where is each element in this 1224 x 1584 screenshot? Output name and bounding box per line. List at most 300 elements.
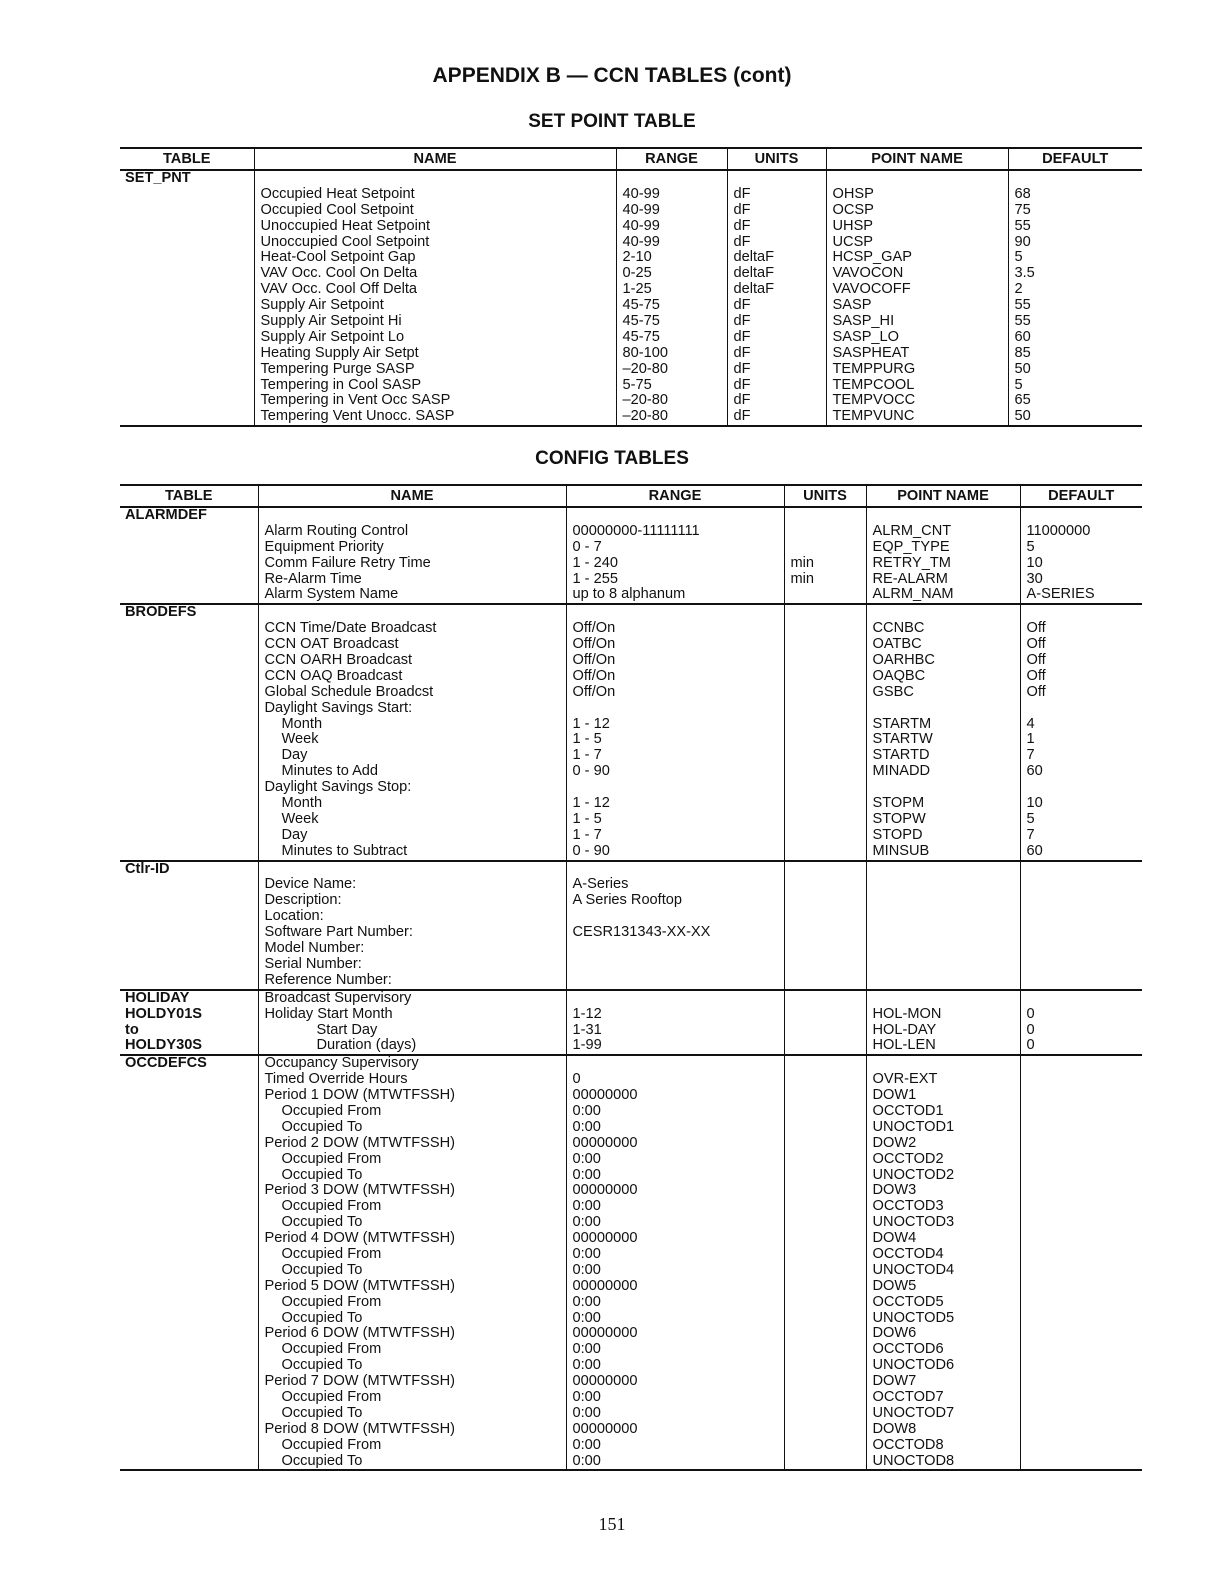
- default-value: [1027, 893, 1143, 909]
- default-value: [1027, 701, 1143, 717]
- units-value: [791, 732, 866, 748]
- default-value: Off: [1026, 667, 1046, 684]
- default-value: [1027, 1326, 1143, 1342]
- default-value: [1027, 1231, 1143, 1247]
- units-value: [791, 1438, 866, 1454]
- point-name-cell: [866, 861, 1020, 990]
- range-value: 1 - 7: [572, 747, 602, 764]
- range-value: 00000000: [572, 1325, 638, 1342]
- table-name: SET_PNT: [125, 170, 191, 186]
- point-label: Period 6 DOW (MTWTFSSH): [264, 1325, 456, 1342]
- table-name-cell: [120, 990, 258, 1056]
- point-value: MINSUB: [872, 842, 930, 859]
- units-value: [791, 587, 866, 603]
- table-group: [120, 170, 1142, 426]
- range-value: 1-31: [572, 1021, 602, 1038]
- point-name-cell: [866, 507, 1020, 604]
- default-value: [1027, 1422, 1143, 1438]
- point-label: Occupied To: [281, 1309, 363, 1326]
- table-name: BRODEFS: [125, 604, 197, 621]
- point-label: Occupied From: [281, 1388, 382, 1405]
- spacer-line: [1027, 605, 1143, 621]
- default-value: [1027, 1438, 1143, 1454]
- default-value: [1027, 1374, 1143, 1390]
- range-value: 1 - 255: [572, 570, 618, 587]
- point-label: CCN Time/Date Broadcast: [264, 620, 437, 637]
- default-value: [1027, 1215, 1143, 1231]
- range-value: [573, 780, 784, 796]
- default-value: [1027, 973, 1143, 989]
- name-cell: [254, 170, 616, 426]
- range-value: A Series Rooftop: [572, 892, 683, 909]
- point-label: Occupied Heat Setpoint: [260, 185, 415, 202]
- point-label: CCN OAQ Broadcast: [264, 667, 403, 684]
- units-value: [791, 1247, 866, 1263]
- units-value: [791, 1326, 866, 1342]
- point-label: Occupied From: [281, 1293, 382, 1310]
- default-value: 5: [1026, 538, 1035, 555]
- point-value: [873, 925, 1020, 941]
- range-value: 00000000: [572, 1277, 638, 1294]
- default-value: 55: [1014, 297, 1031, 314]
- range-value: Off/On: [572, 667, 616, 684]
- point-value: RE-ALARM: [872, 570, 948, 587]
- default-value: 3.5: [1014, 265, 1035, 282]
- units-value: [791, 925, 866, 941]
- range-value: 0:00: [572, 1309, 601, 1326]
- point-value: DOW4: [872, 1230, 917, 1247]
- point-label: Occupied From: [281, 1150, 382, 1167]
- point-value: SASPHEAT: [832, 344, 910, 361]
- range-value: 0:00: [572, 1341, 601, 1358]
- point-value: [873, 701, 1020, 717]
- units-value: [791, 828, 866, 844]
- table-name: HOLDY30S: [125, 1037, 203, 1054]
- spacer-line: [573, 862, 784, 878]
- point-label: Day: [281, 747, 308, 764]
- point-value: VAVOCON: [832, 265, 904, 282]
- default-value: 5: [1014, 249, 1023, 266]
- range-value: 0 - 90: [572, 763, 610, 780]
- config-table: [120, 484, 1142, 1471]
- point-label: Daylight Savings Start:: [264, 699, 413, 716]
- range-value: [573, 909, 784, 925]
- spacer-line: [265, 508, 566, 524]
- range-value: Off/On: [572, 636, 616, 653]
- range-value: 1 - 12: [572, 795, 610, 812]
- point-value: UNOCTOD1: [872, 1118, 955, 1135]
- spacer-line: [265, 605, 566, 621]
- config-col-table: TABLE: [120, 485, 258, 507]
- units-value: dF: [733, 408, 751, 425]
- range-value: –20-80: [622, 360, 668, 377]
- point-value: EQP_TYPE: [872, 538, 950, 555]
- point-label: Holiday Start Month: [264, 1005, 393, 1022]
- spacer-line: [873, 862, 1020, 878]
- units-value: [791, 1279, 866, 1295]
- range-value: [573, 1056, 784, 1072]
- units-value: [791, 796, 866, 812]
- point-label: Broadcast Supervisory: [264, 989, 412, 1006]
- spacer-line: [265, 862, 566, 878]
- point-label: Occupied To: [281, 1166, 363, 1183]
- default-value: [1027, 1390, 1143, 1406]
- point-label: Re-Alarm Time: [264, 570, 362, 587]
- point-value: [873, 957, 1020, 973]
- point-label: Occupied To: [281, 1404, 363, 1421]
- point-label: Start Day: [316, 1021, 378, 1038]
- default-value: Off: [1026, 683, 1046, 700]
- point-label: Device Name:: [264, 876, 357, 893]
- range-cell: [566, 861, 784, 990]
- units-value: dF: [733, 376, 751, 393]
- table-name-cell: [120, 507, 258, 604]
- point-value: DOW6: [872, 1325, 917, 1342]
- point-value: DOW8: [872, 1420, 917, 1437]
- spacer-line: [1015, 171, 1143, 187]
- range-value: CESR131343-XX-XX: [572, 924, 711, 941]
- default-value: 0: [1026, 1037, 1035, 1054]
- default-value: Off: [1026, 620, 1046, 637]
- point-value: TEMPPURG: [832, 360, 916, 377]
- point-value: TEMPCOOL: [832, 376, 915, 393]
- default-value: 2: [1014, 281, 1023, 298]
- point-label: Period 4 DOW (MTWTFSSH): [264, 1230, 456, 1247]
- point-value: DOW7: [872, 1373, 917, 1390]
- point-value: CCNBC: [872, 620, 925, 637]
- units-value: dF: [733, 233, 751, 250]
- range-value: Off/On: [572, 620, 616, 637]
- table-name-cell: [120, 1055, 258, 1470]
- point-label: Week: [281, 810, 319, 827]
- point-label: Unoccupied Cool Setpoint: [260, 233, 430, 250]
- set-point-table-title: SET POINT TABLE: [528, 111, 696, 132]
- default-value: [1027, 1088, 1143, 1104]
- default-value: 68: [1014, 185, 1031, 202]
- range-value: 1 - 240: [572, 554, 618, 571]
- default-cell: [1020, 990, 1142, 1056]
- units-value: dF: [733, 360, 751, 377]
- units-value: [791, 685, 866, 701]
- name-cell: [258, 1055, 566, 1470]
- default-value: A-SERIES: [1026, 586, 1095, 603]
- point-value: STOPD: [872, 826, 923, 843]
- point-label: Period 5 DOW (MTWTFSSH): [264, 1277, 456, 1294]
- default-value: 0: [1026, 1005, 1035, 1022]
- range-value: 1 - 7: [572, 826, 602, 843]
- default-value: 60: [1026, 763, 1043, 780]
- units-value: [791, 1007, 866, 1023]
- default-value: 55: [1014, 217, 1031, 234]
- units-value: [791, 1231, 866, 1247]
- default-value: [1027, 1120, 1143, 1136]
- default-value: [1027, 1199, 1143, 1215]
- table-group: [120, 604, 1142, 860]
- point-value: OCCTOD4: [872, 1245, 944, 1262]
- point-value: UNOCTOD7: [872, 1404, 955, 1421]
- default-value: 11000000: [1026, 522, 1091, 539]
- units-value: [791, 1183, 866, 1199]
- point-label: Period 8 DOW (MTWTFSSH): [264, 1420, 456, 1437]
- point-value: UNOCTOD6: [872, 1357, 955, 1374]
- range-value: 00000000: [572, 1182, 638, 1199]
- point-value: SASP: [832, 297, 872, 314]
- spacer-line: [1027, 508, 1143, 524]
- default-value: [1027, 1152, 1143, 1168]
- default-value: [1027, 1247, 1143, 1263]
- point-label: Software Part Number:: [264, 924, 413, 941]
- point-value: OARHBC: [872, 652, 935, 669]
- point-name-cell: [866, 990, 1020, 1056]
- default-value: [1027, 957, 1143, 973]
- config-col-name: NAME: [258, 485, 566, 507]
- table-group: [120, 1055, 1142, 1470]
- point-value: OCCTOD1: [872, 1102, 944, 1119]
- default-value: [1027, 1136, 1143, 1152]
- point-value: HOL-LEN: [872, 1037, 936, 1054]
- units-value: [791, 1390, 866, 1406]
- default-value: [1027, 909, 1143, 925]
- range-value: 5-75: [622, 376, 652, 393]
- set-col-units: UNITS: [727, 148, 826, 170]
- point-label: Occupied To: [281, 1261, 363, 1278]
- units-value: deltaF: [733, 265, 775, 282]
- range-value: 1-12: [572, 1005, 602, 1022]
- default-value: [1027, 1406, 1143, 1422]
- spacer-line: [573, 508, 784, 524]
- default-value: 55: [1014, 313, 1031, 330]
- point-value: HOL-MON: [872, 1005, 942, 1022]
- point-label: Minutes to Add: [281, 763, 379, 780]
- units-value: [791, 812, 866, 828]
- point-value: DOW5: [872, 1277, 917, 1294]
- point-label: Month: [281, 795, 323, 812]
- default-value: 5: [1026, 810, 1035, 827]
- units-value: [791, 1342, 866, 1358]
- units-value: dF: [733, 392, 751, 409]
- spacer-line: [873, 605, 1020, 621]
- point-value: RETRY_TM: [872, 554, 951, 571]
- point-value: OHSP: [832, 185, 874, 202]
- default-value: [1027, 780, 1143, 796]
- default-cell: [1020, 861, 1142, 990]
- point-label: Reference Number:: [264, 971, 392, 988]
- units-value: [791, 1374, 866, 1390]
- point-value: TEMPVUNC: [832, 408, 915, 425]
- point-label: CCN OAT Broadcast: [264, 636, 399, 653]
- units-value: [791, 991, 866, 1007]
- default-value: [1027, 941, 1143, 957]
- point-name-cell: [866, 1055, 1020, 1470]
- range-value: 00000000-11111111: [572, 522, 700, 539]
- units-value: [791, 1168, 866, 1184]
- range-value: 0:00: [572, 1293, 601, 1310]
- point-value: TEMPVOCC: [832, 392, 916, 409]
- default-value: 75: [1014, 201, 1031, 218]
- units-value: [791, 1104, 866, 1120]
- range-value: –20-80: [622, 408, 668, 425]
- range-value: [573, 957, 784, 973]
- units-value: [791, 1120, 866, 1136]
- range-value: 80-100: [622, 344, 668, 361]
- point-value: DOW1: [872, 1087, 917, 1104]
- default-value: [1027, 1342, 1143, 1358]
- units-value: [791, 701, 866, 717]
- units-value: dF: [733, 217, 751, 234]
- range-cell: [566, 990, 784, 1056]
- point-value: [873, 909, 1020, 925]
- point-value: DOW2: [872, 1134, 917, 1151]
- point-label: Tempering in Cool SASP: [260, 376, 422, 393]
- config-col-range: RANGE: [566, 485, 784, 507]
- range-value: [573, 701, 784, 717]
- spacer-line: [261, 171, 616, 187]
- point-label: Period 1 DOW (MTWTFSSH): [264, 1087, 456, 1104]
- range-value: 1 - 12: [572, 715, 610, 732]
- table-name: HOLIDAY: [125, 989, 190, 1006]
- point-value: UNOCTOD3: [872, 1214, 955, 1231]
- default-value: 90: [1014, 233, 1031, 250]
- config-col-default: DEFAULT: [1020, 485, 1142, 507]
- default-value: Off: [1026, 652, 1046, 669]
- units-value: [791, 540, 866, 556]
- name-cell: [258, 507, 566, 604]
- point-label: Minutes to Subtract: [281, 842, 408, 859]
- point-label: Occupied To: [281, 1118, 363, 1135]
- range-value: 0:00: [572, 1150, 601, 1167]
- config-table-header: [120, 485, 1142, 507]
- point-label: Equipment Priority: [264, 538, 384, 555]
- default-value: 7: [1026, 826, 1035, 843]
- default-value: Off: [1026, 636, 1046, 653]
- point-value: OCSP: [832, 201, 874, 218]
- units-value: [791, 844, 866, 860]
- point-name-cell: [826, 170, 1008, 426]
- point-value: UHSP: [832, 217, 874, 234]
- units-value: [791, 1454, 866, 1470]
- units-value: [791, 1152, 866, 1168]
- units-value: [791, 1072, 866, 1088]
- spacer-line: [833, 171, 1008, 187]
- point-label: Unoccupied Heat Setpoint: [260, 217, 431, 234]
- point-label: Supply Air Setpoint Hi: [260, 313, 402, 330]
- range-value: [573, 973, 784, 989]
- units-value: [791, 1358, 866, 1374]
- default-value: [1027, 1311, 1143, 1327]
- spacer-line: [623, 171, 727, 187]
- spacer-line: [1027, 862, 1143, 878]
- range-value: 0:00: [572, 1388, 601, 1405]
- range-value: 40-99: [622, 185, 660, 202]
- point-label: Global Schedule Broadcst: [264, 683, 434, 700]
- units-value: deltaF: [733, 281, 775, 298]
- table-name: ALARMDEF: [125, 507, 207, 523]
- point-value: VAVOCOFF: [832, 281, 911, 298]
- point-value: STOPM: [872, 795, 925, 812]
- units-value: [791, 764, 866, 780]
- range-value: 0:00: [572, 1214, 601, 1231]
- default-value: [1027, 1263, 1143, 1279]
- set-point-table-header: [120, 148, 1142, 170]
- point-label: Occupied From: [281, 1341, 382, 1358]
- range-cell: [566, 604, 784, 860]
- config-col-units: UNITS: [784, 485, 866, 507]
- units-value: min: [790, 554, 815, 571]
- config-tables-title: CONFIG TABLES: [535, 448, 689, 469]
- point-value: ALRM_CNT: [872, 522, 952, 539]
- range-value: 0:00: [572, 1198, 601, 1215]
- point-value: MINADD: [872, 763, 931, 780]
- point-label: Duration (days): [316, 1037, 417, 1054]
- units-value: [791, 524, 866, 540]
- default-value: 4: [1026, 715, 1035, 732]
- range-value: 0-25: [622, 265, 652, 282]
- default-value: 7: [1026, 747, 1035, 764]
- table-group: [120, 990, 1142, 1056]
- point-label: Timed Override Hours: [264, 1071, 408, 1088]
- units-value: dF: [733, 344, 751, 361]
- range-value: up to 8 alphanum: [572, 586, 686, 603]
- point-label: Model Number:: [264, 940, 365, 957]
- point-label: Week: [281, 731, 319, 748]
- point-value: SASP_HI: [832, 313, 895, 330]
- table-name-cell: [120, 861, 258, 990]
- range-value: 1-99: [572, 1037, 602, 1054]
- point-value: UNOCTOD8: [872, 1452, 955, 1469]
- range-value: 40-99: [622, 217, 660, 234]
- units-value: [791, 780, 866, 796]
- range-value: 00000000: [572, 1230, 638, 1247]
- units-value: [791, 1311, 866, 1327]
- point-value: UNOCTOD5: [872, 1309, 955, 1326]
- point-label: Occupied To: [281, 1452, 363, 1469]
- range-value: 00000000: [572, 1134, 638, 1151]
- table-group: [120, 861, 1142, 990]
- name-cell: [258, 990, 566, 1056]
- range-cell: [566, 507, 784, 604]
- table-name: to: [125, 1021, 139, 1038]
- point-value: OCCTOD2: [872, 1150, 944, 1167]
- range-value: 00000000: [572, 1373, 638, 1390]
- default-value: [1027, 925, 1143, 941]
- units-value: [791, 877, 866, 893]
- point-label: Location:: [264, 908, 324, 925]
- name-cell: [258, 604, 566, 860]
- range-value: Off/On: [572, 683, 616, 700]
- default-value: [1027, 1183, 1143, 1199]
- units-value: [791, 1088, 866, 1104]
- units-value: min: [790, 570, 815, 587]
- point-label: Occupied To: [281, 1357, 363, 1374]
- units-value: [791, 1136, 866, 1152]
- point-value: STOPW: [872, 810, 926, 827]
- default-cell: [1020, 1055, 1142, 1470]
- point-label: VAV Occ. Cool Off Delta: [260, 281, 418, 298]
- point-value: GSBC: [872, 683, 914, 700]
- range-value: 0:00: [572, 1245, 601, 1262]
- range-value: [573, 991, 784, 1007]
- range-cell: [616, 170, 727, 426]
- set-col-table: TABLE: [120, 148, 254, 170]
- default-value: [1027, 877, 1143, 893]
- units-value: [791, 1023, 866, 1039]
- range-value: 0 - 90: [572, 842, 610, 859]
- point-value: OCCTOD5: [872, 1293, 944, 1310]
- set-col-name: NAME: [254, 148, 616, 170]
- default-value: 50: [1014, 360, 1031, 377]
- range-value: 0:00: [572, 1261, 601, 1278]
- units-value: [791, 1295, 866, 1311]
